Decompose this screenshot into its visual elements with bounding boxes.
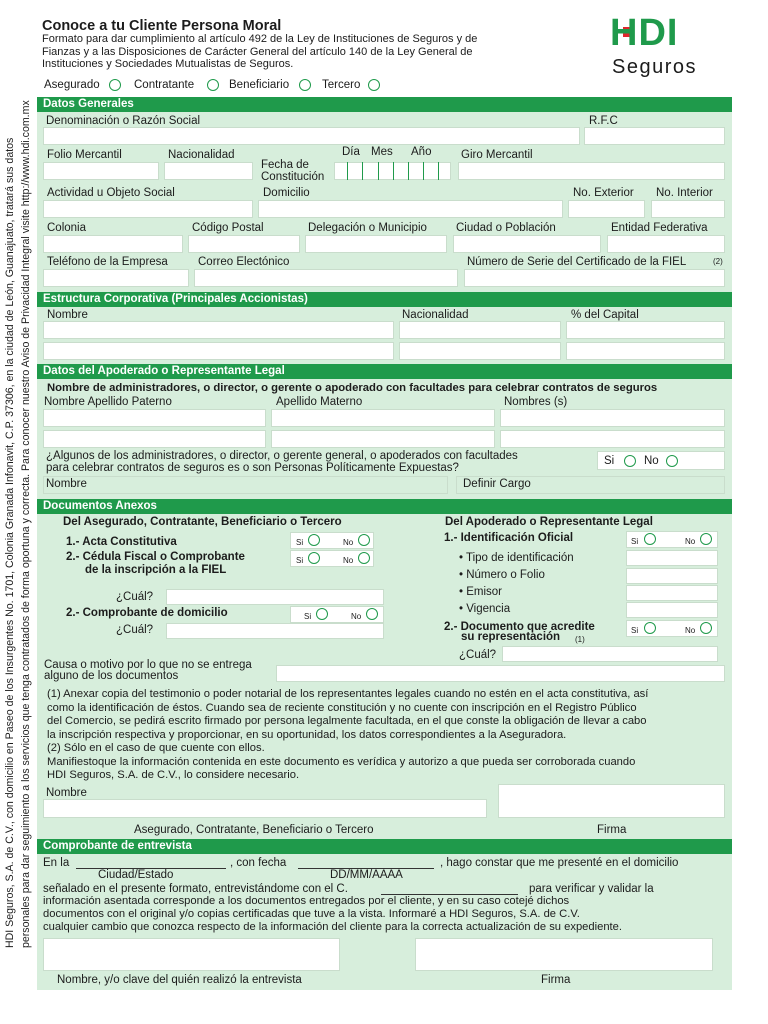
doc-acta-si-radio[interactable] <box>308 534 320 546</box>
apoderado-heading: Nombre de administradores, o director, o gerente o apoderado con facultades para celebrar contratos de seguros <box>47 382 658 394</box>
label-accionista-nombre: Nombre <box>47 309 88 321</box>
label-domicilio: Domicilio <box>263 187 310 199</box>
note-line-5: (2) Sólo en el caso de que cuente con ellos. <box>47 742 265 754</box>
label-cual-1: ¿Cuál? <box>116 591 154 603</box>
doc-acta-si-label: Si <box>296 538 304 547</box>
field-paterno-2[interactable] <box>43 430 266 448</box>
label-pep-nombre: Nombre <box>46 478 87 490</box>
field-accionista-capital-2[interactable] <box>566 342 725 360</box>
label-causa-2: alguno de los documentos <box>44 670 179 682</box>
doc-identificacion-no-label: No <box>685 537 696 546</box>
label-cual-3: ¿Cuál? <box>459 649 497 661</box>
section-apoderado: Datos del Apoderado o Representante Legal <box>37 364 732 379</box>
pep-no-radio[interactable] <box>666 455 678 467</box>
doc-acredite-si-label: Si <box>631 626 639 635</box>
label-mes: Mes <box>371 146 393 158</box>
date-divider <box>362 162 363 180</box>
note-line-3: del Comercio, se pedirá escrito firmado por persona legalmente facultada, en el que conste la obligación de llevar a cabo <box>47 715 647 727</box>
label-tipo-identificacion: • Tipo de identificación <box>459 552 574 564</box>
field-entidad[interactable] <box>607 235 725 253</box>
doc-cedula-si-radio[interactable] <box>308 552 320 564</box>
date-divider <box>438 162 439 180</box>
doc-comprobante-label: 2.- Comprobante de domicilio <box>66 607 228 619</box>
section-estructura-corporativa: Estructura Corporativa (Principales Accionistas) <box>37 292 732 307</box>
field-accionista-nombre-1[interactable] <box>43 321 394 339</box>
caption-entrevista-firma: Firma <box>541 974 571 986</box>
doc-comprobante-si-radio[interactable] <box>316 608 328 620</box>
field-telefono[interactable] <box>43 269 189 287</box>
pep-si-label: Si <box>604 455 615 467</box>
label-actividad: Actividad u Objeto Social <box>47 187 175 199</box>
label-accionista-capital: % del Capital <box>571 309 639 321</box>
label-telefono: Teléfono de la Empresa <box>47 256 168 268</box>
doc-identificacion-label: 1.- Identificación Oficial <box>444 532 574 544</box>
field-numero-folio[interactable] <box>626 568 718 584</box>
doc-comprobante-no-label: No <box>351 612 362 621</box>
field-definir-cargo[interactable] <box>456 476 725 494</box>
field-no-exterior[interactable] <box>568 200 645 218</box>
pep-si-radio[interactable] <box>624 455 636 467</box>
label-fiel: Número de Serie del Certificado de la FIEL <box>467 256 687 268</box>
caption-ciudad-estado: Ciudad/Estado <box>98 869 174 881</box>
date-divider <box>393 162 394 180</box>
role-contratante-label: Contratante <box>134 79 195 91</box>
form-title: Conoce a tu Cliente Persona Moral <box>42 18 282 34</box>
note-line-1: (1) Anexar copia del testimonio o poder notarial de los representantes legales cuando no estén en el acta constitutiva, así <box>47 688 649 700</box>
field-giro-mercantil[interactable] <box>458 162 725 180</box>
label-correo: Correo Electónico <box>198 256 290 268</box>
field-nombres-1[interactable] <box>500 409 725 427</box>
caption-roles: Asegurado, Contratante, Beneficiario o Tercero <box>134 824 374 836</box>
note-line-2: como la identificación de éstos. Cuando sea de reciente constitución y no cuente con inscripción en el Registro Público <box>47 701 637 714</box>
note-line-6: Manifiestoque la información contenida en este documento es verídica y autorizo a que pueda ser corroborada cuando <box>47 755 636 768</box>
doc-acredite-si-radio[interactable] <box>644 622 656 634</box>
side-text-line-1: HDI Seguros, S.A. de C.V., con domicilio en Paseo de los Insurgentes No. 1701, Colonia Granada Infonavit, C.P. 37306, en la ciudad de León, Guanajuato, tratará sus datos <box>4 137 16 948</box>
label-entidad: Entidad Federativa <box>611 222 708 234</box>
interview-line-3: cualquier cambio que conozca respecto de la información del cliente para la correcta actualización de su expediente. <box>43 921 622 933</box>
doc-acredite-no-radio[interactable] <box>700 622 712 634</box>
field-accionista-nombre-2[interactable] <box>43 342 394 360</box>
field-nombres-2[interactable] <box>500 430 725 448</box>
label-fecha-2: Constitución <box>261 171 325 183</box>
label-rfc: R.F.C <box>589 115 618 127</box>
role-asegurado-label: Asegurado <box>44 79 100 91</box>
field-cual-3[interactable] <box>502 646 718 662</box>
interview-en-la: En la <box>43 857 70 869</box>
hdi-logo <box>610 14 720 80</box>
label-nombres: Nombres (s) <box>504 396 568 408</box>
field-nacionalidad[interactable] <box>164 162 253 180</box>
pep-no-label: No <box>644 455 659 467</box>
field-cual-2[interactable] <box>166 623 384 639</box>
date-divider <box>423 162 424 180</box>
field-razon-social[interactable] <box>43 127 580 145</box>
pep-question-1: ¿Algunos de los administradores, o director, o gerente general, o apoderados con facultades <box>46 450 518 462</box>
doc-comprobante-no-radio[interactable] <box>366 608 378 620</box>
field-accionista-nacionalidad-2[interactable] <box>399 342 561 360</box>
label-causa-1: Causa o motivo por lo que no se entrega <box>44 659 252 671</box>
doc-cedula-si-label: Si <box>296 556 304 565</box>
caption-fecha-format: DD/MM/AAAA <box>330 869 403 881</box>
date-divider <box>378 162 379 180</box>
role-tercero-label: Tercero <box>322 79 361 91</box>
label-nacionalidad: Nacionalidad <box>168 149 235 161</box>
doc-comprobante-si-label: Si <box>304 612 312 621</box>
field-emisor[interactable] <box>626 585 718 601</box>
doc-cedula-label-1: 2.- Cédula Fiscal o Comprobante <box>66 551 245 563</box>
field-no-interior[interactable] <box>651 200 725 218</box>
label-numero-folio: • Número o Folio <box>459 569 545 581</box>
label-razon-social: Denominación o Razón Social <box>46 115 201 127</box>
label-dia: Día <box>342 146 360 158</box>
form-subtitle-1: Formato para dar cumplimiento al artículo 492 de la Ley de Instituciones de Seguros y de <box>42 33 478 45</box>
role-asegurado-radio[interactable] <box>109 79 121 91</box>
label-giro-mercantil: Giro Mercantil <box>461 149 533 161</box>
field-accionista-capital-1[interactable] <box>566 321 725 339</box>
field-colonia[interactable] <box>43 235 183 253</box>
interview-senalado: señalado en el presente formato, entrevistándome con el C. <box>43 883 348 895</box>
side-text-line-2: personales para dar seguimiento a los servicios que tenga contratados de forma oportuna y correcta. Para conocer nuestro Aviso de Privacidad Integral visite http://www.hdi.com.mx <box>20 100 32 948</box>
field-domicilio[interactable] <box>258 200 563 218</box>
label-no-exterior: No. Exterior <box>573 187 634 199</box>
label-no-interior: No. Interior <box>656 187 713 199</box>
interview-hago-constar: , hago constar que me presenté en el domicilio <box>440 857 679 869</box>
field-cual-1[interactable] <box>166 589 384 605</box>
docs-right-heading: Del Apoderado o Representante Legal <box>445 516 653 528</box>
role-contratante-radio[interactable] <box>207 79 219 91</box>
hdi-logo-seguros: Seguros <box>612 56 697 78</box>
label-firmante-nombre: Nombre <box>46 787 87 799</box>
label-apellido-paterno: Nombre Apellido Paterno <box>44 396 172 408</box>
interview-line-2: documentos con el original y/o copias certificadas que tuve a la vista. Informaré a HDI Seguros, S.A. de C.V. <box>43 908 580 920</box>
side-privacy-notice <box>2 98 36 948</box>
doc-acta-label: 1.- Acta Constitutiva <box>66 536 177 548</box>
field-accionista-nacionalidad-1[interactable] <box>399 321 561 339</box>
interview-para-verificar: para verificar y validar la <box>529 883 654 895</box>
field-fiel[interactable] <box>464 269 725 287</box>
field-ciudad[interactable] <box>453 235 601 253</box>
label-vigencia: • Vigencia <box>459 603 511 615</box>
label-definir-cargo: Definir Cargo <box>463 478 531 490</box>
interview-line-1: información asentada corresponde a los documentos entregados por el cliente, y en su caso cotejé dichos <box>43 895 570 907</box>
label-colonia: Colonia <box>47 222 86 234</box>
doc-acta-no-label: No <box>343 538 354 547</box>
doc-identificacion-si-label: Si <box>631 537 639 546</box>
note-marker-1: (1) <box>575 635 585 644</box>
form-subtitle-3: Instituciones y Sociedades Mutualistas de Seguros. <box>42 58 294 70</box>
form-subtitle-2: Fianzas y a las Disposiciones de Carácter General del artículo 140 de la Ley General de <box>42 45 473 58</box>
field-codigo-postal[interactable] <box>188 235 300 253</box>
doc-cedula-label-2: de la inscripción a la FIEL <box>85 564 227 576</box>
field-pep-nombre[interactable] <box>43 476 448 494</box>
label-accionista-nacionalidad: Nacionalidad <box>402 309 469 321</box>
label-folio-mercantil: Folio Mercantil <box>47 149 122 161</box>
field-tipo-identificacion[interactable] <box>626 550 718 566</box>
role-beneficiario-radio[interactable] <box>299 79 311 91</box>
field-actividad[interactable] <box>43 200 253 218</box>
field-materno-1[interactable] <box>271 409 495 427</box>
field-paterno-1[interactable] <box>43 409 266 427</box>
section-comprobante-entrevista: Comprobante de entrevista <box>37 839 732 854</box>
doc-acta-no-radio[interactable] <box>358 534 370 546</box>
interview-con-fecha: , con fecha <box>230 857 287 869</box>
field-correo[interactable] <box>194 269 458 287</box>
field-causa[interactable] <box>276 665 725 682</box>
label-ciudad: Ciudad o Población <box>456 222 556 234</box>
doc-identificacion-si-radio[interactable] <box>644 533 656 545</box>
doc-cedula-no-radio[interactable] <box>358 552 370 564</box>
doc-acredite-no-label: No <box>685 626 696 635</box>
label-emisor: • Emisor <box>459 586 503 598</box>
caption-firma: Firma <box>597 824 627 836</box>
field-entrevistador[interactable] <box>43 938 340 971</box>
label-delegacion: Delegación o Municipio <box>308 222 427 234</box>
hdi-logo-text: HDI <box>610 12 679 54</box>
label-codigo-postal: Código Postal <box>192 222 264 234</box>
field-vigencia[interactable] <box>626 602 718 618</box>
role-beneficiario-label: Beneficiario <box>229 79 290 91</box>
date-divider <box>347 162 348 180</box>
doc-acredite-label-2: su representación <box>461 631 561 643</box>
note-line-7: HDI Seguros, S.A. de C.V., lo considere necesario. <box>47 769 300 781</box>
section-datos-generales: Datos Generales <box>37 97 732 112</box>
note-line-4: la inscripción respectiva y proporcionar, en su oportunidad, los datos correspondientes a la Aseguradora. <box>47 728 567 741</box>
field-rfc[interactable] <box>584 127 725 145</box>
label-anio: Año <box>411 146 432 158</box>
pep-question-2: para celebrar contratos de seguros es o son Personas Políticamente Expuestas? <box>46 462 459 474</box>
section-documentos-anexos: Documentos Anexos <box>37 499 732 514</box>
pep-answer-box <box>597 451 725 470</box>
field-materno-2[interactable] <box>271 430 495 448</box>
doc-cedula-no-label: No <box>343 556 354 565</box>
field-folio-mercantil[interactable] <box>43 162 159 180</box>
label-cual-2: ¿Cuál? <box>116 624 154 636</box>
docs-left-heading: Del Asegurado, Contratante, Beneficiario o Tercero <box>63 516 342 528</box>
label-fecha-1: Fecha de <box>261 159 309 171</box>
date-divider <box>408 162 409 180</box>
caption-entrevistador: Nombre, y/o clave del quién realizó la entrevista <box>57 974 302 986</box>
note-marker-2: (2) <box>713 257 723 266</box>
doc-acredite-label-1: 2.- Documento que acredite <box>444 621 595 633</box>
field-firmante-firma[interactable] <box>498 784 725 818</box>
label-apellido-materno: Apellido Materno <box>276 396 363 408</box>
field-entrevistador-firma[interactable] <box>415 938 713 971</box>
field-delegacion[interactable] <box>305 235 447 253</box>
doc-identificacion-no-radio[interactable] <box>700 533 712 545</box>
field-firmante-nombre[interactable] <box>43 799 487 818</box>
role-tercero-radio[interactable] <box>368 79 380 91</box>
